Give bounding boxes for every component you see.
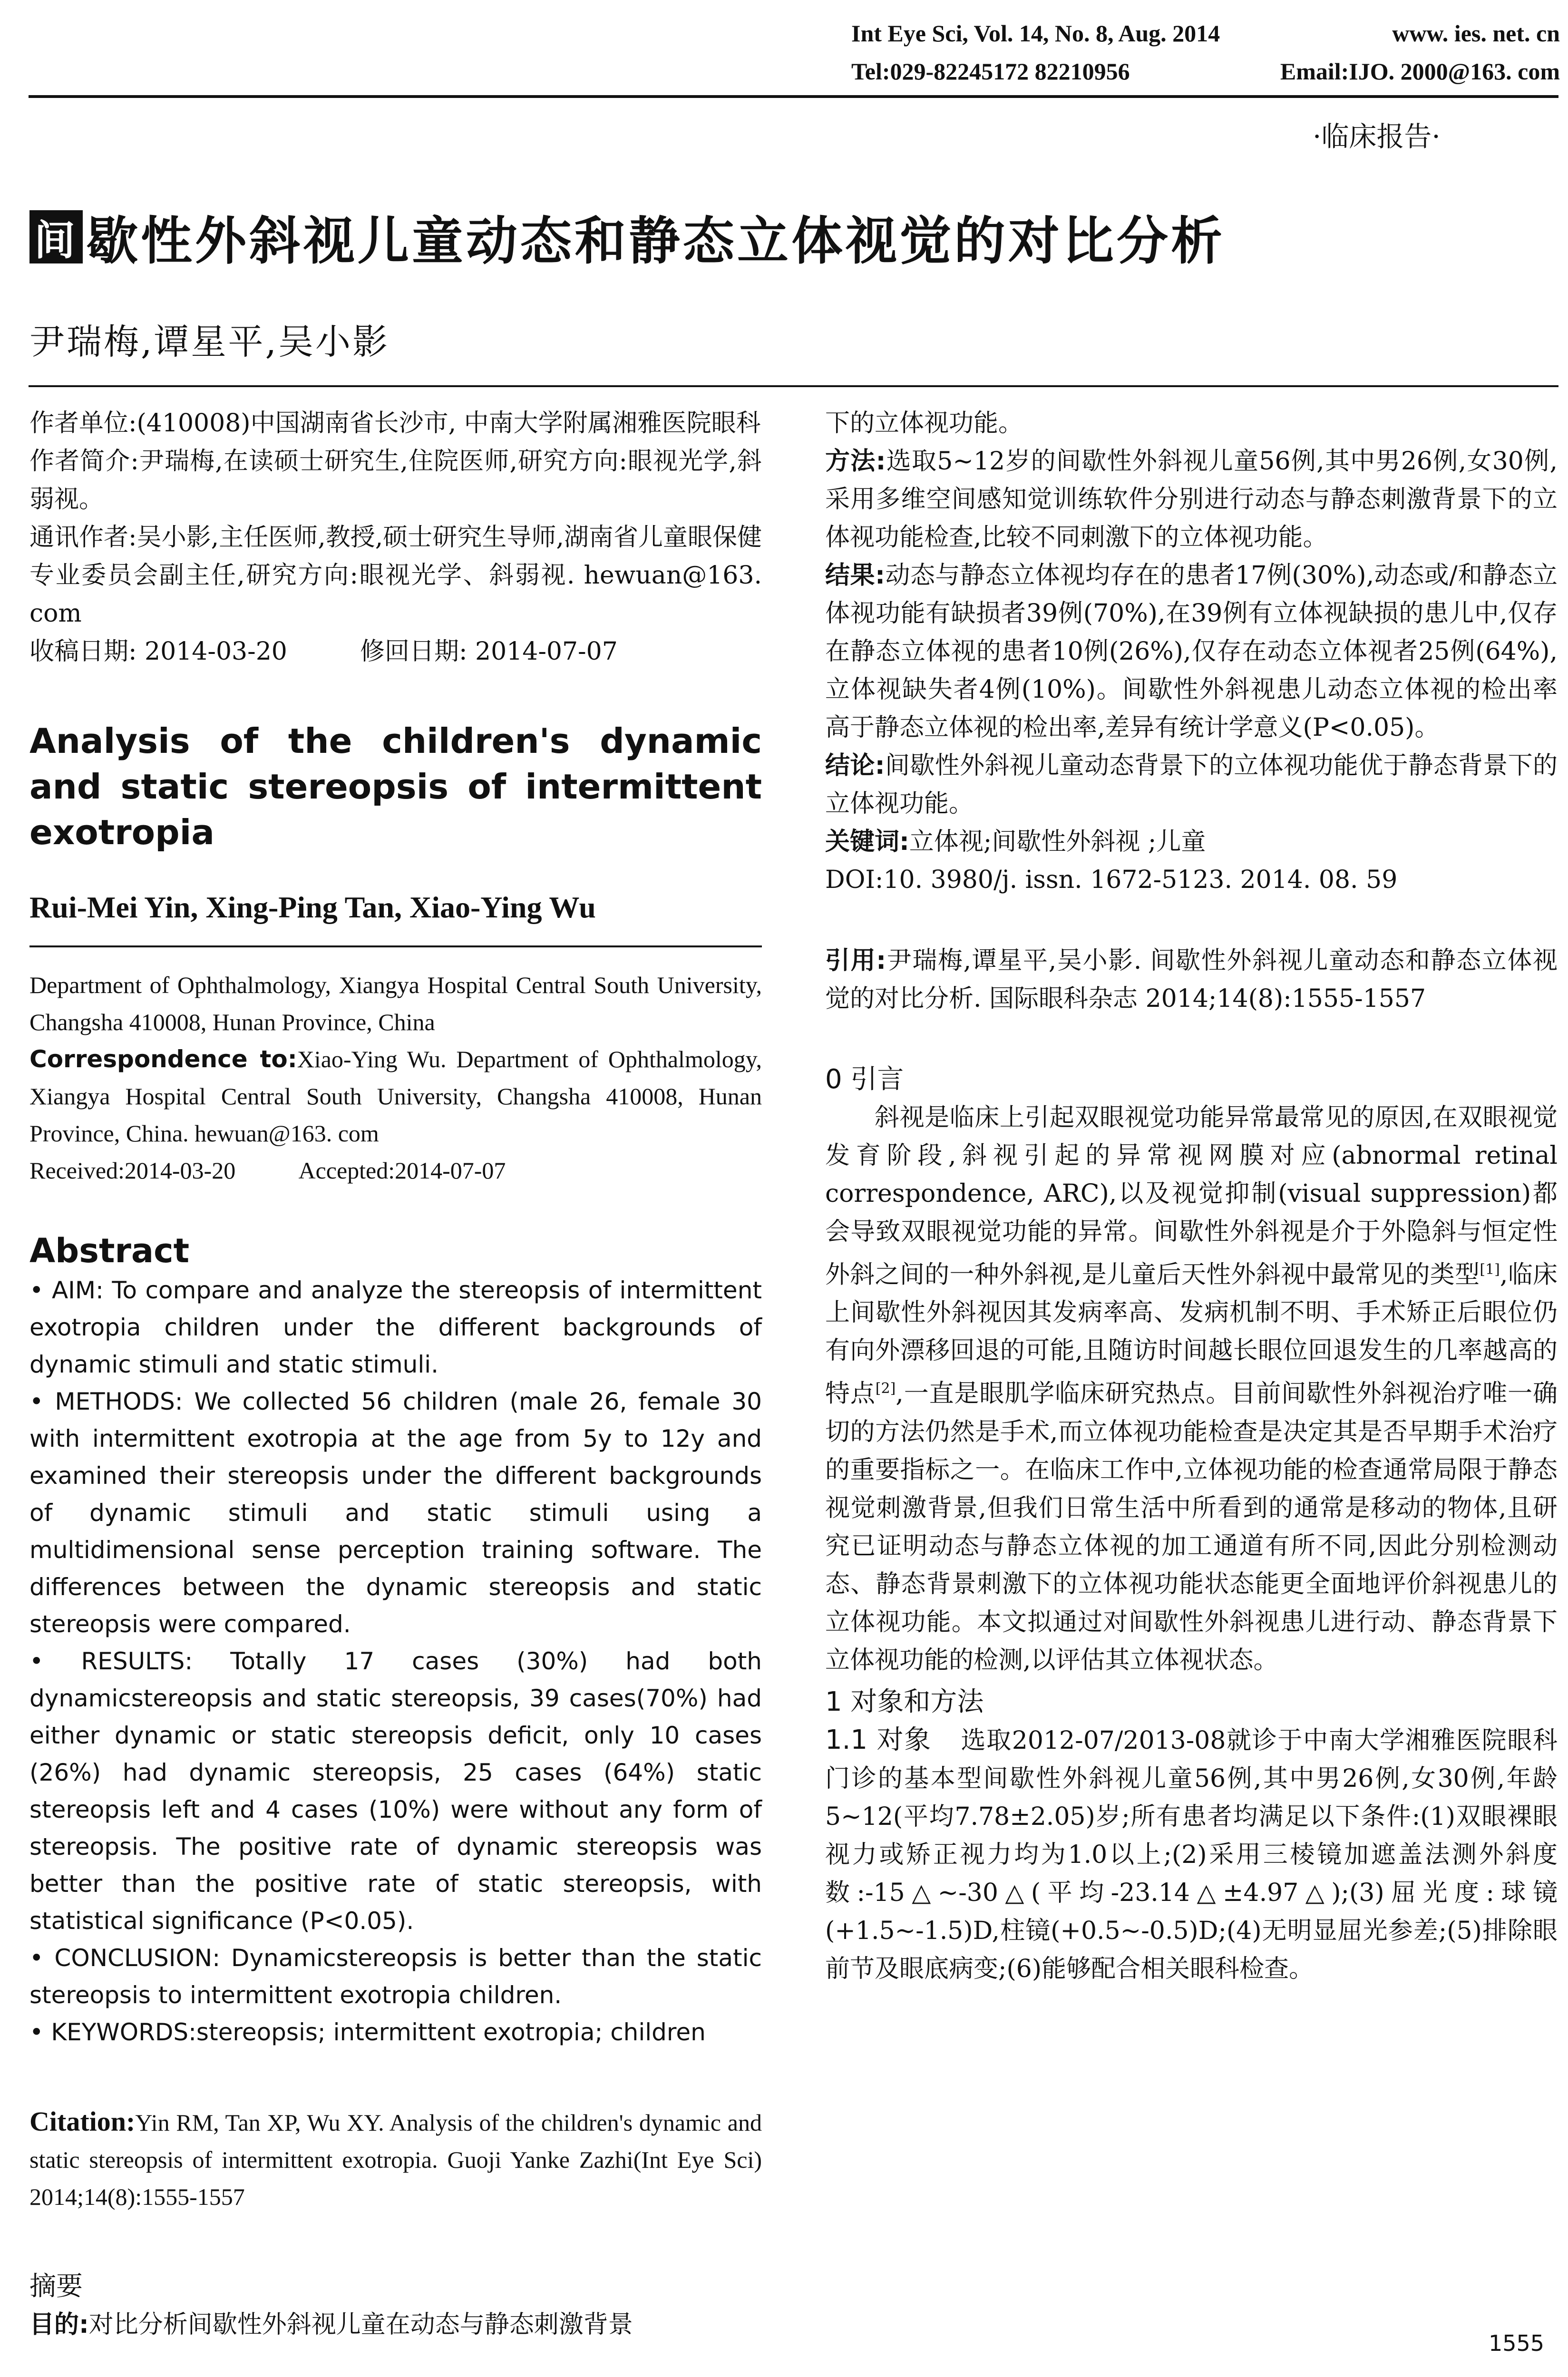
methods-heading: 1 对象和方法 — [825, 1686, 984, 1717]
english-received: Received:2014-03-20 — [29, 1157, 236, 1184]
abstract-keywords: • KEYWORDS:stereopsis; intermittent exotropia; children — [29, 2018, 706, 2046]
journal-citation-line: Int Eye Sci, Vol. 14, No. 8, Aug. 2014 — [851, 20, 1220, 47]
subjects-text: 选取2012-07/2013-08就诊于中南大学湘雅医院眼科门诊的基本型间歇性外斜视儿童56例,其中男26例,女30例,年龄5~12(平均7.78±2.05)岁;所有患者均满足以下条件:(1)双眼裸眼视力或矫正视力均为1.0以上;(2)采用三棱镜加遮盖法测外斜度数:-15△~-30△(平均-23.14△±4.97△);(3)屈光度:球镜(+1.5~-1.5)D,柱镜(+0.5~-0.5)D;(4)无明显屈光参差;(5)排除眼前节及眼底病变;(6)能够配合相关眼科检查。 — [825, 1726, 1558, 1983]
abstract-methods: • METHODS: We collected 56 children (male 26, female 30 with intermittent exotropia at the age from 5y to 12y and examined their stereopsis under the different backgrounds of dynamic stimuli and static stimuli using a multidimensional sense perception training software. The differences between the dynamic stereopsis and static stereopsis were compared. — [29, 1388, 762, 1638]
abstract-conclusion: • CONCLUSION: Dynamicstereopsis is better than the static stereopsis to intermittent exotropia children. — [29, 1944, 762, 2009]
left-column — [29, 404, 762, 2344]
english-dates — [29, 1152, 762, 1189]
english-accepted: Accepted:2014-07-07 — [298, 1157, 506, 1184]
section-tag: ·临床报告· — [1313, 120, 1441, 153]
correspondence-label: Correspondence to: — [29, 1045, 297, 1073]
citation-cn-text: 尹瑞梅,谭星平,吴小影. 间歇性外斜视儿童动态和静态立体视觉的对比分析. 国际眼科杂志 2014;14(8):1555-1557 — [825, 946, 1558, 1013]
keywords-text: 立体视;间歇性外斜视 ;儿童 — [909, 828, 1206, 856]
title-text: 歇性外斜视儿童动态和静态立体视觉的对比分析 — [87, 212, 1226, 271]
journal-tel: Tel:029-82245172 82210956 — [851, 58, 1130, 85]
methods-text: 选取5~12岁的间歇性外斜视儿童56例,其中男26例,女30例,采用多维空间感知觉训练软件分别进行动态与静态刺激背景下的立体视功能检查,比较不同刺激下的立体视功能。 — [825, 447, 1558, 552]
right-column — [825, 404, 1558, 1988]
journal-email: Email:IJO. 2000@163. com — [1280, 58, 1560, 85]
abstract-heading: Abstract — [29, 1231, 190, 1270]
intro-heading: 0 引言 — [825, 1064, 904, 1095]
intro-part-3: ,一直是眼肌学临床研究热点。目前间歇性外斜视治疗唯一确切的方法仍然是手术,而立体视功能检查是决定其是否早期手术治疗的重要指标之一。在临床工作中,立体视功能的检查通常局限于静态视觉刺激背景,但我们日常生活中所看到的通常是移动的物体,且研究已证明动态与静态立体视的加工通道有所不同,因此分别检测动态、静态背景刺激下的立体视功能状态能更全面地评价斜视患儿的立体视功能。本文拟通过对间歇性外斜视患儿进行动、静态背景下立体视功能的检测,以评估其立体视状态。 — [825, 1379, 1558, 1675]
keywords-label: 关键词: — [825, 828, 909, 856]
results-label: 结果: — [825, 561, 885, 590]
keywords-cn — [825, 823, 1558, 861]
received-date-cn: 收稿日期: 2014-03-20 — [29, 637, 287, 666]
purpose-label: 目的: — [29, 2310, 89, 2339]
corresponding-author-cn: 通讯作者:吴小影,主任医师,教授,硕士研究生导师,湖南省儿童眼保健专业委员会副主任,研究方向:眼视光学、斜弱视. hewuan@163. com — [29, 523, 762, 628]
affiliation-cn: 作者单位:(410008)中国湖南省长沙市, 中南大学附属湘雅医院眼科 — [29, 409, 761, 438]
intro-part-2: ,临床上间歇性外斜视因其发病率高、发病机制不明、手术矫正后眼位仍有向外漂移回退的可能,且随访时间越长眼位回退发生的几率越高的特点 — [825, 1260, 1558, 1408]
authors-rule — [29, 385, 1558, 387]
ref-2: [2] — [875, 1380, 896, 1397]
methods-label: 方法: — [825, 447, 886, 476]
intro-paragraph — [825, 1099, 1558, 1679]
doi: DOI:10. 3980/j. issn. 1672-5123. 2014. 08. 59 — [825, 866, 1398, 894]
abstract-results: • RESULTS: Totally 17 cases (30%) had both dynamicstereopsis and static stereopsis, 39 cases(70%) had either dynamic or static stereopsis deficit, only 10 cases (26%) had dynamic stereopsis, 25 cases (64%) static stereopsis left and 4 cases (10%) were without any form of stereopsis. The positive rate of dynamic stereopsis was better than the positive rate of static stereopsis, with statistical significance (P<0.05). — [29, 1647, 762, 1935]
ref-1: [1] — [1480, 1261, 1500, 1278]
abstract-body — [29, 1272, 762, 2051]
citation-block — [29, 2103, 762, 2215]
subjects-paragraph — [825, 1721, 1558, 1988]
citation-text: Yin RM, Tan XP, Wu XY. Analysis of the children's dynamic and static stereopsis of intermittent exotropia. Guoji Yanke Zazhi(Int Eye Sci) 2014;14(8):1555-1557 — [29, 2109, 762, 2210]
results-text: 动态与静态立体视均存在的患者17例(30%),动态或/和静态立体视功能有缺损者39例(70%),在39例有立体视缺损的患儿中,仅存在静态立体视的患者10例(26%),仅存在动态立体视者25例(64%),立体视缺失者4例(10%)。间歇性外斜视患儿动态立体视的检出率高于静态立体视的检出率,差异有统计学意义(P<0.05)。 — [825, 561, 1558, 742]
conclusion-label: 结论: — [825, 751, 885, 780]
revised-date-cn: 修回日期: 2014-07-07 — [360, 637, 618, 666]
abstract-cn-methods — [825, 442, 1558, 556]
purpose-text-cont: 下的立体视功能。 — [825, 409, 1023, 438]
english-department: Department of Ophthalmology, Xiangya Hospital Central South University, Changsha 410008, Hunan Province, China — [29, 972, 762, 1035]
conclusion-text: 间歇性外斜视儿童动态背景下的立体视功能优于静态背景下的立体视功能。 — [825, 751, 1558, 818]
citation-label: Citation: — [29, 2106, 136, 2137]
correspondence-text: Xiao-Ying Wu. Department of Ophthalmology, Xiangya Hospital Central South University, Changsha 410008, Hunan Province, China. hewuan@163. com — [29, 1046, 762, 1147]
abstract-cn-purpose — [29, 2306, 762, 2344]
english-authors: Rui-Mei Yin, Xing-Ping Tan, Xiao-Ying Wu — [29, 890, 596, 924]
article-title — [29, 200, 1225, 273]
page-number: 1555 — [1489, 2330, 1545, 2356]
intro-part-1: 斜视是临床上引起双眼视觉功能异常最常见的原因,在双眼视觉发育阶段,斜视引起的异常视网膜对应(abnormal retinal correspondence, ARC),以及视觉抑制(visual suppression)都会导致双眼视觉功能的异常。间歇性外斜视是介于外隐斜与恒定性外斜之间的一种外斜视,是儿童后天性外斜视中最常见的类型 — [825, 1103, 1558, 1289]
english-correspondence — [29, 1041, 762, 1152]
title-first-char-mark: 间 — [29, 210, 83, 263]
journal-website: www. ies. net. cn — [1392, 20, 1560, 47]
english-title: Analysis of the children's dynamic and static stereopsis of intermittent exotropia — [29, 721, 762, 852]
zhaiyao-heading: 摘要 — [29, 2271, 83, 2302]
header-rule — [29, 95, 1558, 98]
journal-header — [851, 14, 1560, 90]
purpose-text: 对比分析间歇性外斜视儿童在动态与静态刺激背景 — [88, 2310, 633, 2339]
abstract-aim: • AIM: To compare and analyze the stereopsis of intermittent exotropia children under the different backgrounds of dynamic stimuli and static stimuli. — [29, 1276, 762, 1378]
authors-cn: 尹瑞梅,谭星平,吴小影 — [29, 321, 390, 362]
subjects-label: 1.1 对象 — [825, 1724, 932, 1755]
citation-cn — [825, 942, 1558, 1018]
abstract-cn-conclusion — [825, 747, 1558, 823]
dates-cn — [29, 633, 762, 671]
author-intro-cn: 作者简介:尹瑞梅,在读硕士研究生,住院医师,研究方向:眼视光学,斜弱视。 — [29, 447, 762, 514]
abstract-cn-results — [825, 556, 1558, 747]
english-affiliation-block — [29, 966, 762, 1189]
english-authors-rule — [29, 945, 762, 947]
citation-cn-label: 引用: — [825, 946, 886, 975]
